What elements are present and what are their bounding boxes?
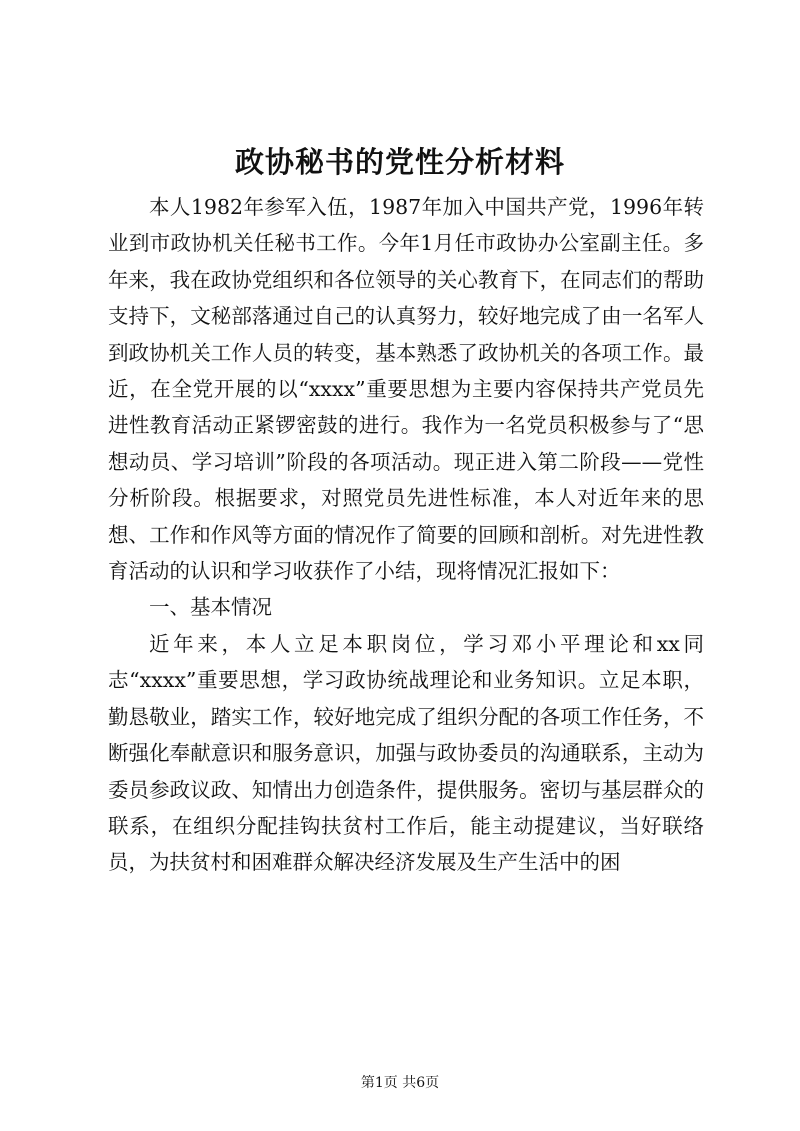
paragraph-recent-years: 近年来，本人立足本职岗位，学习邓小平理论和xx同志“xxxx”重要思想，学习政协统战理论和业务知识。立足本职，勤恳敬业，踏实工作，较好地完成了组织分配的各项工作任务，不断强化奉献意识和服务意识，加强与政协委员的沟通联系，主动为委员参政议政、知情出力创造条件，提供服务。密切与基层群众的联系，在组织分配挂钩扶贫村工作后，能主动提建议，当好联络员，为扶贫村和困难群众解决经济发展及生产生活中的困 <box>108 631 704 875</box>
document-body <box>108 189 704 881</box>
section-heading-basic-situation: 一、基本情况 <box>149 595 272 620</box>
paragraph-intro: 本人1982年参军入伍，1987年加入中国共产党，1996年转业到市政协机关任秘书工作。今年1月任市政协办公室副主任。多年来，我在政协党组织和各位领导的关心教育下，在同志们的帮助支持下，文秘部落通过自己的认真努力，较好地完成了由一名军人到政协机关工作人员的转变，基本熟悉了政协机关的各项工作。最近，在全党开展的以“xxxx”重要思想为主要内容保持共产党员先进性教育活动正紧锣密鼓的进行。我作为一名党员积极参与了“思想动员、学习培训”阶段的各项活动。现正进入第二阶段——党性分析阶段。根据要求，对照党员先进性标准，本人对近年来的思想、工作和作风等方面的情况作了简要的回顾和剖析。对先进性教育活动的认识和学习收获作了小结，现将情况汇报如下： <box>108 195 704 584</box>
document-title: 政协秘书的党性分析材料 <box>234 145 565 179</box>
page-footer: 第1页 共6页 <box>360 1075 440 1091</box>
